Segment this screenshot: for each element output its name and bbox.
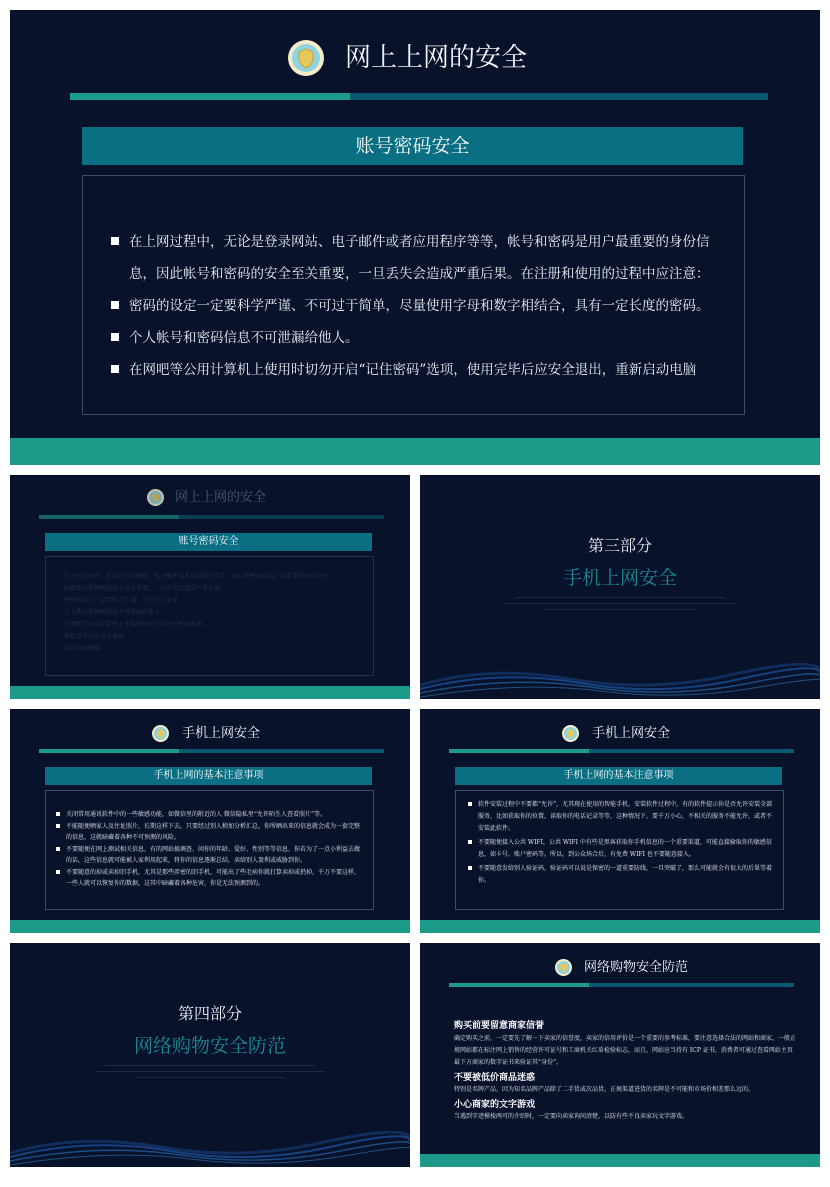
list-item: 不要随意的掉或卖掉旧手机，尤其是那些涉密的旧手机，可能出了些毛病你就打算卖掉或扔掉，千万不要这样，一些人就可以恢复你的数据，这其中暗藏着各种危害，你是无法预测到的。 [66, 867, 365, 890]
section-text: 特别是名牌产品，因为知名品牌产品除了二手货或次品货，正规渠道进货的名牌是不可能和市场价相差那么远的。 [454, 1086, 755, 1093]
list-item: 密码的设定一定要科学严谨、不可过于简单，尽量使用字母和数字相结合，具有一定长度的密码。 [129, 290, 724, 322]
section-text: 当遇到字迹模棱两可的介绍时，一定要向卖家询问清楚，以防有些不良卖家玩文字游戏。 [454, 1113, 689, 1120]
slide-title: 网上上网的安全 [175, 490, 267, 505]
decor-line [95, 1071, 325, 1072]
decor-line [545, 609, 695, 610]
slide-title: 网络购物安全防范 [584, 960, 689, 975]
list-item: 重新启动电脑。 [64, 643, 365, 655]
slide-5[interactable] [420, 709, 820, 933]
decor-line [515, 597, 725, 598]
list-item: 在上网过程中，无论是登录网站、电子邮件或者应用程序等等，帐号和密码是用户最重要的身份信息，因此帐号和密码的安全至关重要，一旦丢失会造成严重后果。在注册和使用的过程中应注意： [129, 226, 724, 290]
slide-3[interactable] [420, 475, 820, 699]
title-underline [449, 749, 794, 753]
wave-decoration [420, 659, 820, 699]
slide-title: 手机上网安全 [182, 726, 261, 741]
shield-icon [147, 489, 164, 506]
list-item: 关闭常用通讯软件中的一些敏感功能，如微信里的附近的人 微信隐私里“允许陌生人查看照片”等。 [66, 809, 365, 821]
part-number: 第三部分 [587, 536, 652, 555]
part-number: 第四部分 [177, 1004, 242, 1023]
part-heading: 网络购物安全防范 [133, 1035, 286, 1057]
list-item: 软件安装过程中不要都“允许”，尤其现在使用的智能手机，安装软件过程中，有的软件提示你是否允许安装全部服务，比如获取你的位置，读取你的电话记录等等，这种情况下，要千万小心，不相关的服务不能允许，或者不安装此软件。 [478, 799, 773, 835]
shield-icon [555, 959, 572, 976]
shield-icon [288, 40, 324, 76]
list-item: 因此帐号和密码的安全至关重要，一旦丢失会造成严重后果。 [64, 583, 365, 595]
list-item: 不能随便晒家人及住址照片，长期这样下去，只要经过别人稍加分析汇总，你所晒出来的信息就会成为一套完整的信息，这就暗藏着各种不可预测的风险。 [66, 821, 365, 844]
title-underline [39, 749, 384, 753]
footer-band [10, 438, 820, 465]
slide-4[interactable] [10, 709, 410, 933]
section-text: 确定购买之前，一定要先了解一下卖家的信誉度，卖家的信用评价是一个重要的参考标准，要注意选择合法的网站和商家，一般正规网站都在标注网上销售的经营许可证号和工商机关红盾检验标志，而且，网站应当持有 ICP 证书，消费者可通过查看网站主页最下方商家的数字证书来验证其“身份”。 [454, 1035, 797, 1066]
list-item: 不要随意发给别人验证码，验证码可以说是保密的一道重要防线，一旦突破了，那么可能就会有很大的后果等着你。 [478, 863, 773, 887]
part-heading: 手机上网安全 [562, 567, 677, 589]
decor-line [135, 1077, 285, 1078]
footer-band [420, 920, 820, 933]
list-item: 不要随便在网上测试相关信息，有的网站搞调查、问你的年龄、爱好、性别等等信息，你若为了一点小利益去做的话，这些信息就可能被人家利用起来，将你的信息逐渐总结，卖给别人盈利或威胁到你。 [66, 844, 365, 867]
list-item: 在网吧等公用计算机上使用时切勿开启记住密码选项。 [64, 619, 365, 631]
title-underline [70, 93, 768, 100]
slide-7[interactable] [420, 943, 820, 1167]
list-item: 个人帐号和密码信息不可泄漏给他人。 [64, 607, 365, 619]
title-underline [449, 983, 794, 987]
shield-icon [562, 725, 579, 742]
slide-1[interactable] [10, 10, 820, 465]
slide-title: 网上上网的安全 [345, 43, 528, 73]
section-title-bar: 账号密码安全 [82, 127, 743, 165]
content-box [45, 790, 374, 910]
decor-line [105, 1065, 315, 1066]
section-title-bar: 手机上网的基本注意事项 [45, 767, 372, 785]
content-box [45, 556, 374, 676]
section-heading: 不要被低价商品迷惑 [454, 1073, 536, 1083]
list-item: 在上网过程中，无论是登录网站、电子邮件或者应用程序等等，帐号和密码是用户最重要的身份信息， [64, 571, 365, 583]
footer-band [10, 686, 410, 699]
shield-icon [152, 725, 169, 742]
slide-6[interactable] [10, 943, 410, 1167]
list-item: 在网吧等公用计算机上使用时切勿开启“记住密码”选项，使用完毕后应安全退出，重新启动电脑 [129, 354, 724, 386]
slide-title: 手机上网安全 [592, 726, 671, 741]
decor-line [505, 603, 735, 604]
section-heading: 小心商家的文字游戏 [454, 1100, 536, 1110]
slide-2[interactable] [10, 475, 410, 699]
section-title-bar: 账号密码安全 [45, 533, 372, 551]
section-heading: 购买前要留意商家信誉 [454, 1021, 545, 1031]
footer-band [10, 920, 410, 933]
shopping-sections [454, 1020, 796, 1123]
footer-band [420, 1154, 820, 1167]
list-item: 密码的设定一定要科学严谨、不可过于简单。 [64, 595, 365, 607]
title-underline [39, 515, 384, 519]
list-item: 使用完毕后应安全退出。 [64, 631, 365, 643]
content-box [455, 790, 784, 910]
wave-decoration [10, 1127, 410, 1167]
content-box [82, 175, 745, 415]
section-title-bar: 手机上网的基本注意事项 [455, 767, 782, 785]
list-item: 不要随便接入公共 WIFI，公共 WIFI 中有些是黑客获取你手机信息的一个重要渠道，可能直接偷取你的敏感信息，如卡号，账户密码等。所以，到公众场合后，有免费 WIFI 也不要随意接入。 [478, 837, 773, 861]
list-item: 个人帐号和密码信息不可泄漏给他人。 [129, 322, 724, 354]
